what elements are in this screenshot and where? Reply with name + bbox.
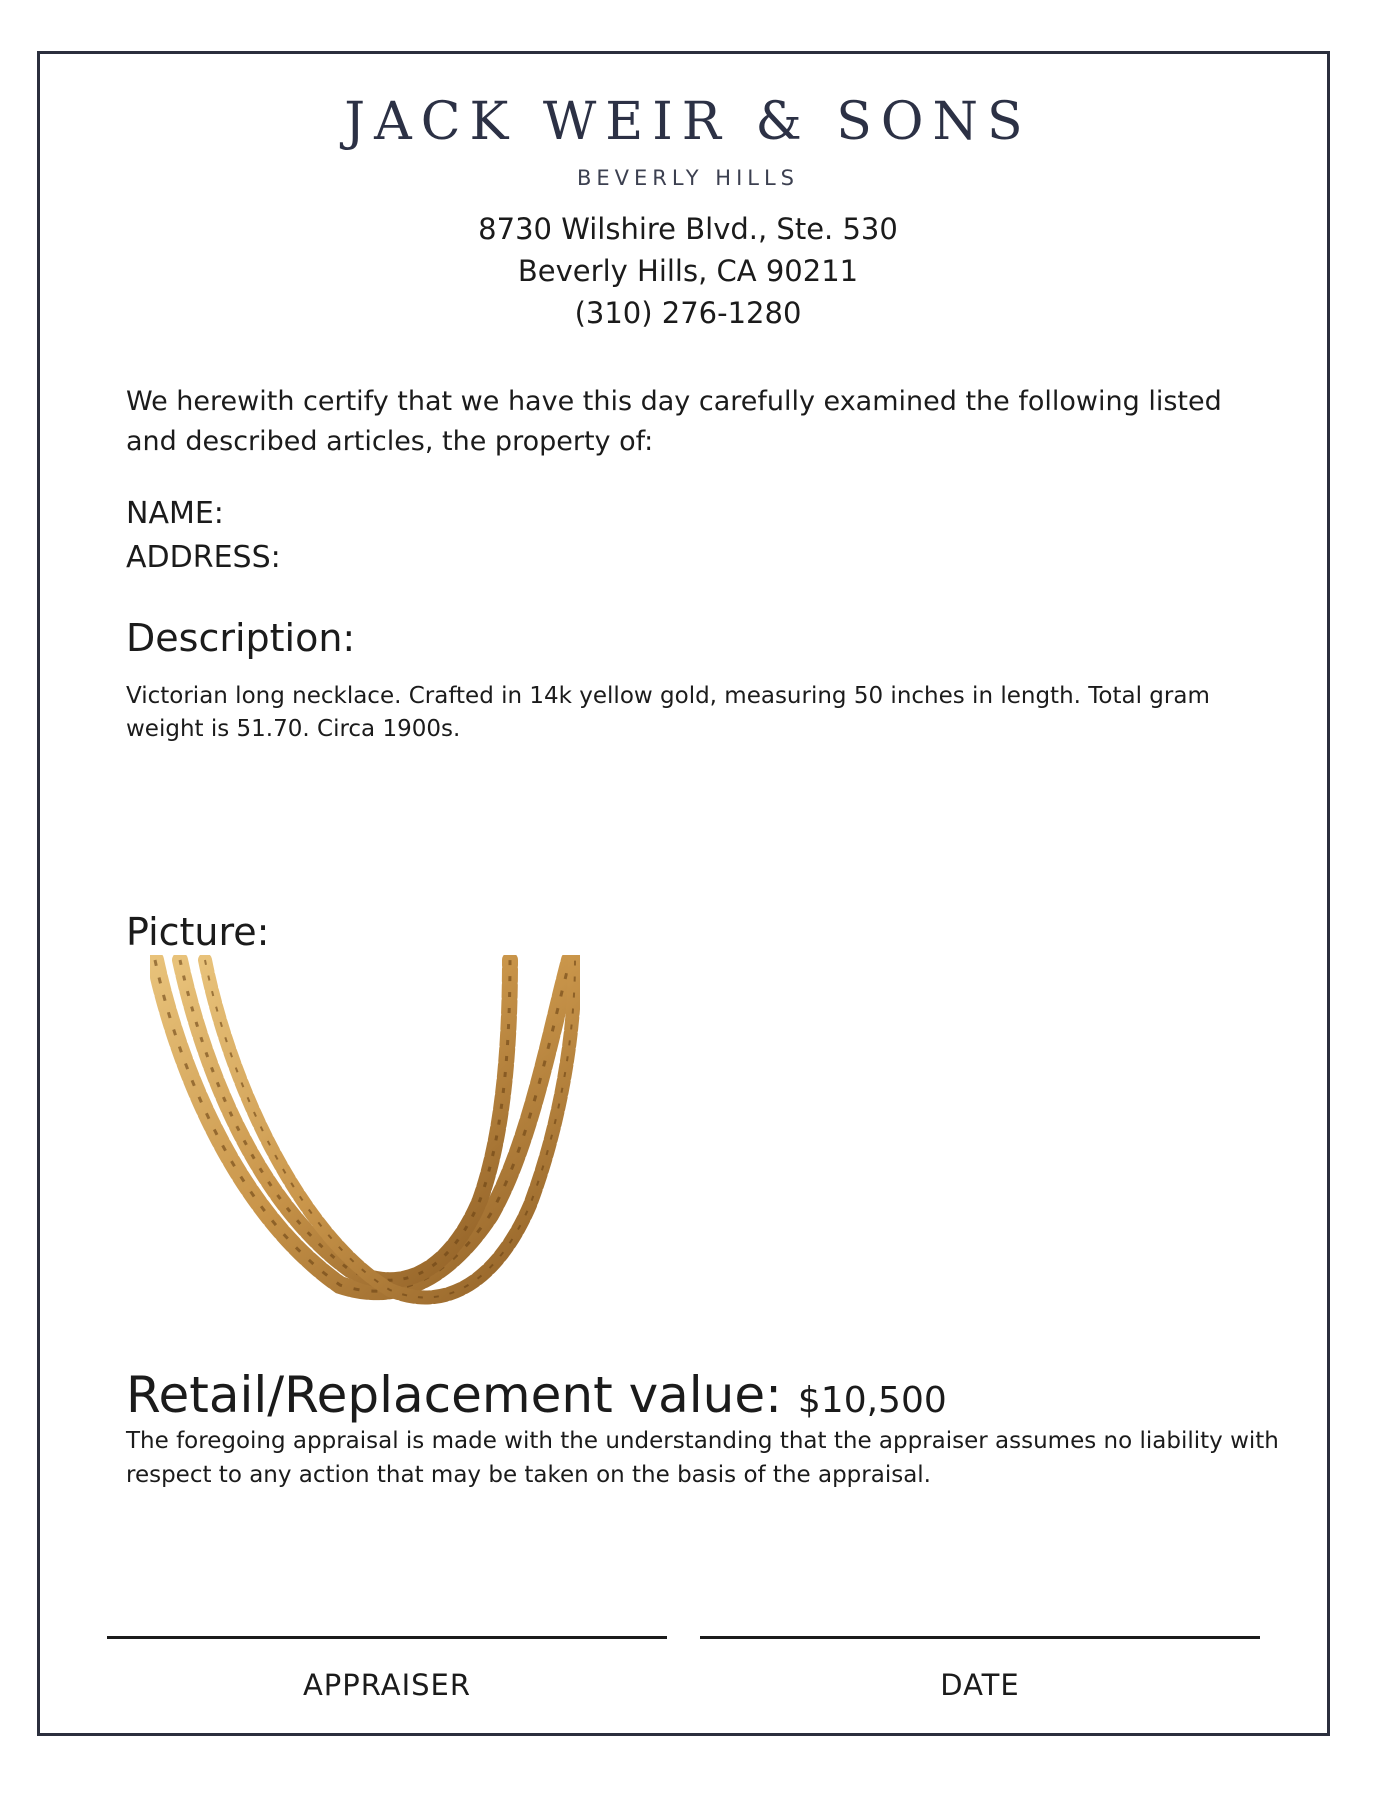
disclaimer-text: The foregoing appraisal is made with the understanding that the appraiser assumes no liability with respect to any action that may be taken on the basis of the appraisal. <box>126 1428 1279 1488</box>
retail-value-line <box>126 1366 947 1424</box>
name-label: NAME: <box>126 496 224 531</box>
picture-heading: Picture: <box>126 910 270 954</box>
address-label: ADDRESS: <box>126 540 281 575</box>
address-line-2: Beverly Hills, CA 90211 <box>517 254 859 288</box>
certify-statement: We herewith certify that we have this day carefully examined the following listed and described articles, the property of: <box>126 386 1222 457</box>
address-line-1: 8730 Wilshire Blvd., Ste. 530 <box>478 212 898 246</box>
description-text: Victorian long necklace. Crafted in 14k yellow gold, measuring 50 inches in length. Total gram weight is 51.70. Circa 1900s. <box>126 683 1210 742</box>
brand-location: BEVERLY HILLS <box>576 166 800 190</box>
description-heading: Description: <box>126 616 356 660</box>
necklace-photo <box>150 955 580 1320</box>
retail-value-amount: $10,500 <box>797 1380 947 1421</box>
retail-value-label: Retail/Replacement value: <box>126 1366 782 1424</box>
gold-chain-necklace-image <box>150 955 580 1320</box>
phone-number: (310) 276-1280 <box>574 296 802 330</box>
appraiser-label: APPRAISER <box>302 1668 472 1702</box>
brand-name: JACK WEIR & SONS <box>344 92 1032 152</box>
appraiser-signature-line <box>107 1636 667 1639</box>
date-signature-line <box>700 1636 1260 1639</box>
date-label: DATE <box>940 1668 1020 1702</box>
